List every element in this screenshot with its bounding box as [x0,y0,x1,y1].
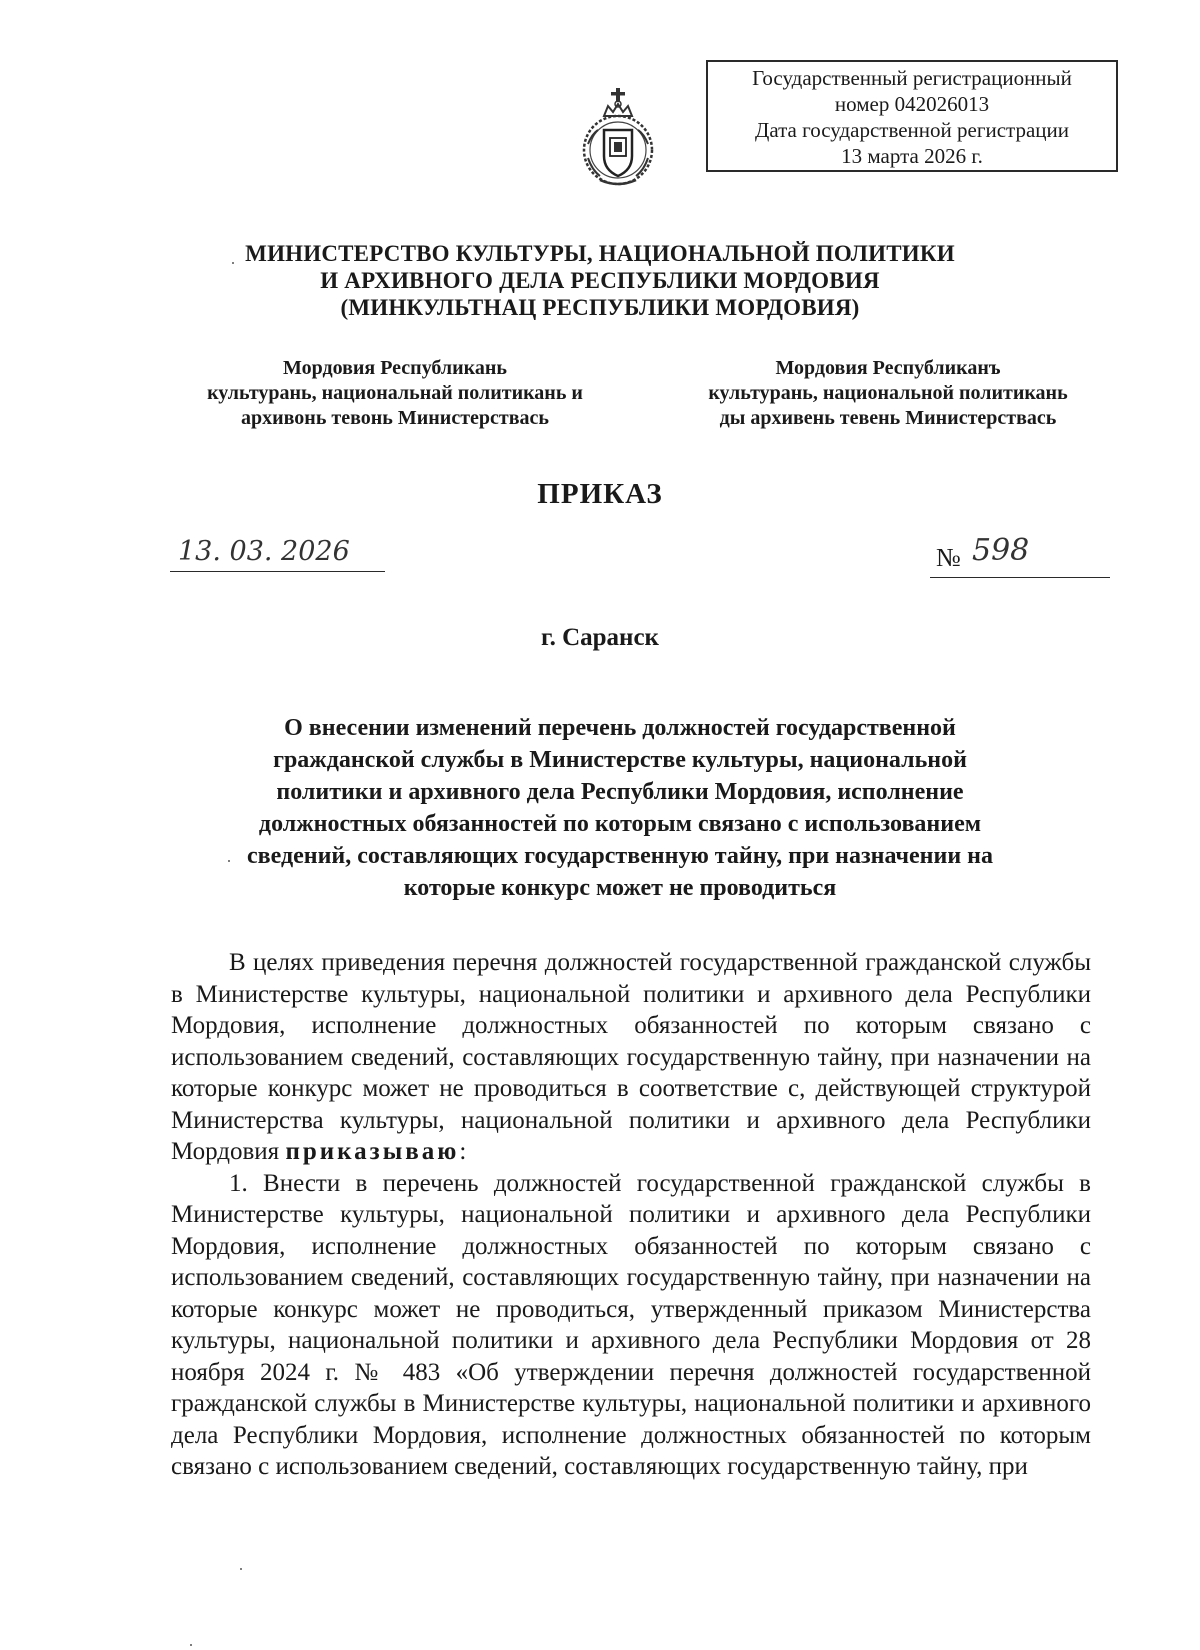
subject-line-5: сведений, составляющих государственную тайну, при назначении на [247,843,993,869]
preamble-paragraph [171,947,1091,1168]
ministry-name-moksha [170,356,620,431]
registration-number: номер 042026013 [834,92,990,116]
ministry-title-line-1: МИНИСТЕРСТВО КУЛЬТУРЫ, НАЦИОНАЛЬНОЙ ПОЛИТИКИ [245,241,955,266]
number-sign: № [936,543,961,572]
erzya-line-1: Мордовия Республиканъ [775,357,1001,379]
subject-line-2: гражданской службы в Министерстве культуры, национальной [273,747,967,773]
ministry-title-line-3: (МИНКУЛЬТНАЦ РЕСПУБЛИКИ МОРДОВИЯ) [340,295,860,320]
item-1-paragraph: 1. Внести в перечень должностей государственной гражданской службы в Министерстве культуры, национальной политики и архивного дела Республики Мордовия, исполнение должностных обязанностей по которым связано с использованием сведений, составляющих государственную тайну, при назначении на которые конкурс может не проводиться, утвержденный приказом Министерства культуры, национальной политики и архивного дела Республики Мордовия от 28 ноября 2024 г. № 483 «Об утверждении перечня должностей государственной гражданской службы в Министерстве культуры, национальной политики и архивного дела Республики Мордовия, исполнение должностных обязанностей по которым связано с использованием сведений, составляющих государственную тайну, при [171,1169,1091,1480]
order-date-handwritten: 13. 03. 2026 [170,532,385,572]
moksha-line-1: Мордовия Республикань [282,357,507,379]
ministry-title [0,240,1200,321]
subject-line-3: политики и архивного дела Республики Мордовия, исполнение [276,779,964,805]
erzya-line-3: ды архивень тевень Министерствась [719,407,1057,429]
city-name: г. Саранск [541,624,659,651]
subject-line-4: должностных обязанностей по которым связано с использованием [258,811,982,837]
decree-colon: : [459,1138,467,1165]
order-title: ПРИКАЗ [537,478,663,510]
coat-of-arms-icon [578,86,658,194]
erzya-line-2: культурань, национальной политикань [708,382,1068,404]
registration-line-3: Дата государственной регистрации [755,118,1069,142]
moksha-line-2: культурань, национальнай политикань и [207,382,583,404]
scan-speck [240,1568,242,1570]
registration-line-1: Государственный регистрационный [752,66,1072,90]
order-number-field [930,535,1110,578]
moksha-line-3: архивонь тевонь Министерствась [241,407,549,429]
registration-date: 13 марта 2026 г. [841,144,983,168]
registration-stamp [706,60,1118,172]
ministry-name-erzya [668,356,1108,431]
decree-word: приказываю [285,1138,460,1165]
order-number-handwritten: 598 [972,533,1030,568]
order-body [171,947,1091,1483]
preamble-text: В целях приведения перечня должностей государственной гражданской службы в Министерстве культуры, национальной политики и архивного дела Республики Мордовия, исполнение должностных обязанностей по которым связано с использованием сведений, составляющих государственную тайну, при назначении на которые конкурс может не проводиться в соответствие с, действующей структурой Министерства культуры, национальной политики и архивного дела Республики Мордовия [171,949,1091,1165]
subject-line-1: О внесении изменений перечень должностей государственной [284,715,956,741]
scan-speck [228,860,230,862]
scan-speck [232,262,234,264]
ministry-title-line-2: И АРХИВНОГО ДЕЛА РЕСПУБЛИКИ МОРДОВИЯ [320,268,880,293]
order-subject [190,712,1050,904]
scan-speck [190,1644,192,1646]
subject-line-6: которые конкурс может не проводиться [403,875,837,901]
